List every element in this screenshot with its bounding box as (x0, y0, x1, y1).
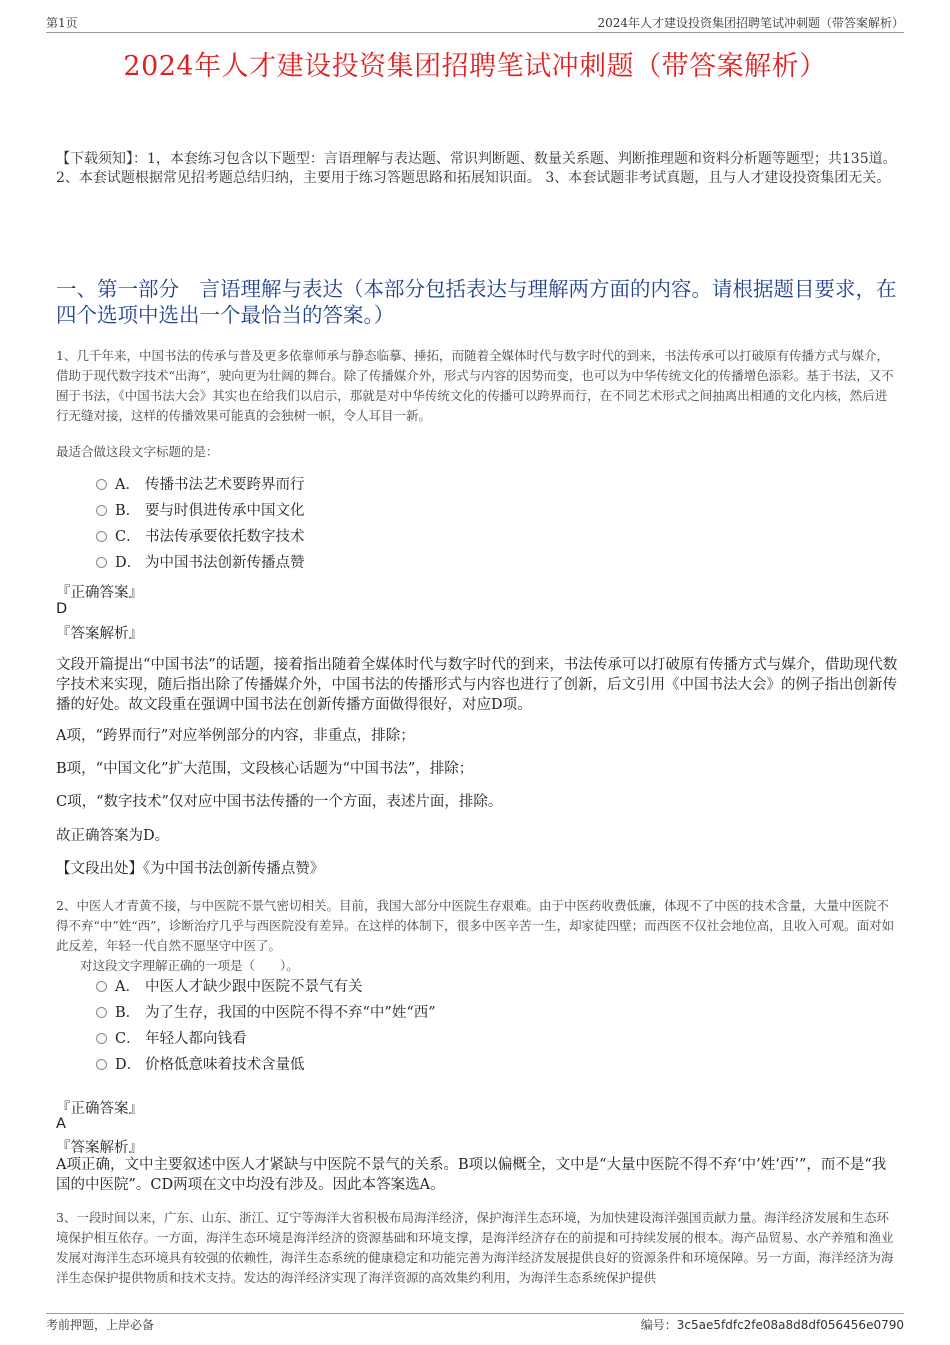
q2-option-b[interactable]: B． 为了生存，我国的中医院不得不弃“中”姓“西” (96, 1003, 436, 1023)
q1-answer: D (56, 601, 68, 617)
q1-option-b[interactable]: B． 要与时俱进传承中国文化 (96, 501, 305, 521)
radio-icon[interactable] (96, 1007, 107, 1018)
q1-analysis-main: 文段开篇提出“中国书法”的话题，接着指出随着全媒体时代与数字时代的到来，书法传承可以打破原有传播方式与媒介，借助现代数字技术来实现，随后指出除了传播媒介外，中国书法的传播形式与内容也进行了创新，后文引用《中国书法大会》的例子指出创新传播的好处。故文段重在强调中国书法在创新传播方面做得很好，对应D项。 (56, 657, 898, 713)
radio-icon[interactable] (96, 1059, 107, 1070)
page-footer (46, 1313, 904, 1334)
q1-analysis-b: B项，“中国文化”扩大范围，文段核心话题为“中国书法”，排除； (56, 761, 474, 777)
document-title: 2024年人才建设投资集团招聘笔试冲刺题（带答案解析） (123, 51, 827, 82)
document-code: 编号：3c5ae5fdfc2fe08a8d8df056456e0790 (640, 1318, 904, 1332)
radio-icon[interactable] (96, 557, 107, 568)
q1-conclusion: 故正确答案为D。 (56, 828, 170, 844)
q2-option-a[interactable]: A． 中医人才缺少跟中医院不景气有关 (96, 977, 363, 997)
page-number: 第1页 (46, 16, 78, 30)
question-2-text: 2、中医人才青黄不接，与中医院不景气密切相关。目前，我国大部分中医院生存艰难。由于中医药收费低廉，体现不了中医的技术含量，大量中医院不得不弃“中”姓“西”，诊断治疗几乎与西医院没有差异。在这样的体制下，很多中医辛苦一生，却家徒四壁；而西医不仅社会地位高，且收入可观。面对如此反差，年轻一代自然不愿坚守中医了。 (56, 898, 895, 953)
question-1-text: 1、几千年来，中国书法的传承与普及更多依靠师承与静态临摹、捶拓，而随着全媒体时代与数字时代的到来，书法传承可以打破原有传播方式与媒介，借助于现代数字技术“出海”，驶向更为壮阔的舞台。除了传播媒介外，形式与内容的因势而变，也可以为中华传统文化的传播增色添彩。基于书法，又不囿于书法，《中国书法大会》其实也在给我们以启示，那就是对中华传统文化的传播可以跨界而行，在不同艺术形式之间抽离出相通的文化内核，然后进行无缝对接，这样的传播效果可能真的会独树一帜，令人耳目一新。 (56, 348, 894, 423)
question-2-prompt: 对这段文字理解正确的一项是（ ）。 (80, 958, 299, 973)
q2-analysis-main: A项正确，文中主要叙述中医人才紧缺与中医院不景气的关系。B项以偏概全，文中是“大量中医院不得不弃‘中’姓‘西’”，而不是“我国的中医院”。CD两项在文中均没有涉及。因此本答案选A。 (56, 1157, 887, 1193)
radio-icon[interactable] (96, 531, 107, 542)
q1-option-c[interactable]: C． 书法传承要依托数字技术 (96, 527, 305, 547)
q1-source: 【文段出处】《为中国书法创新传播点赞》 (56, 861, 325, 877)
page-header (46, 14, 904, 33)
footer-slogan: 考前押题，上岸必备 (46, 1318, 155, 1332)
q1-analysis-c: C项，“数字技术”仅对应中国书法传播的一个方面，表述片面，排除。 (56, 794, 503, 810)
radio-icon[interactable] (96, 505, 107, 516)
q2-option-c[interactable]: C． 年轻人都向钱看 (96, 1029, 247, 1049)
download-notice: 【下载须知】：1，本套练习包含以下题型：言语理解与表达题、常识判断题、数量关系题、判断推理题和资料分析题等题型；共135道。 2、本套试题根据常见招考题总结归纳，主要用于练习答题思路和拓展知识面。 3、本套试题非考试真题，且与人才建设投资集团无关。 (56, 151, 897, 186)
q2-analysis-label: 『答案解析』 (56, 1140, 143, 1156)
radio-icon[interactable] (96, 981, 107, 992)
section-title: 一、第一部分 言语理解与表达（本部分包括表达与理解两方面的内容。请根据题目要求，在四个选项中选出一个最恰当的答案。） (56, 277, 897, 327)
radio-icon[interactable] (96, 1033, 107, 1044)
q1-analysis-label: 『答案解析』 (56, 626, 143, 642)
q2-option-d[interactable]: D． 价格低意味着技术含量低 (96, 1055, 305, 1075)
q1-option-a[interactable]: A． 传播书法艺术要跨界而行 (96, 475, 305, 495)
question-3-text: 3、一段时间以来，广东、山东、浙江、辽宁等海洋大省积极布局海洋经济，保护海洋生态环境，为加快建设海洋强国贡献力量。海洋经济发展和生态环境保护相互依存。一方面，海洋生态环境是海洋经济的资源基础和环境支撑，是海洋经济存在的前提和可持续发展的根本。海产品贸易、水产养殖和渔业发展对海洋生态环境具有较强的依赖性，海洋生态系统的健康稳定和功能完善为海洋经济发展提供良好的资源条件和环境保障。另一方面，海洋经济为海洋生态保护提供物质和技术支持。发达的海洋经济实现了海洋资源的高效集约利用，为海洋生态系统保护提供 (56, 1210, 894, 1285)
q2-answer-label: 『正确答案』 (56, 1101, 143, 1117)
radio-icon[interactable] (96, 479, 107, 490)
question-1-prompt: 最适合做这段文字标题的是： (56, 444, 219, 459)
q1-option-d[interactable]: D． 为中国书法创新传播点赞 (96, 553, 305, 573)
q1-answer-label: 『正确答案』 (56, 585, 143, 601)
q2-answer: A (56, 1116, 66, 1132)
header-doc-title: 2024年人才建设投资集团招聘笔试冲刺题（带答案解析） (597, 16, 904, 30)
q1-analysis-a: A项，“跨界而行”对应举例部分的内容，非重点，排除； (56, 728, 415, 744)
